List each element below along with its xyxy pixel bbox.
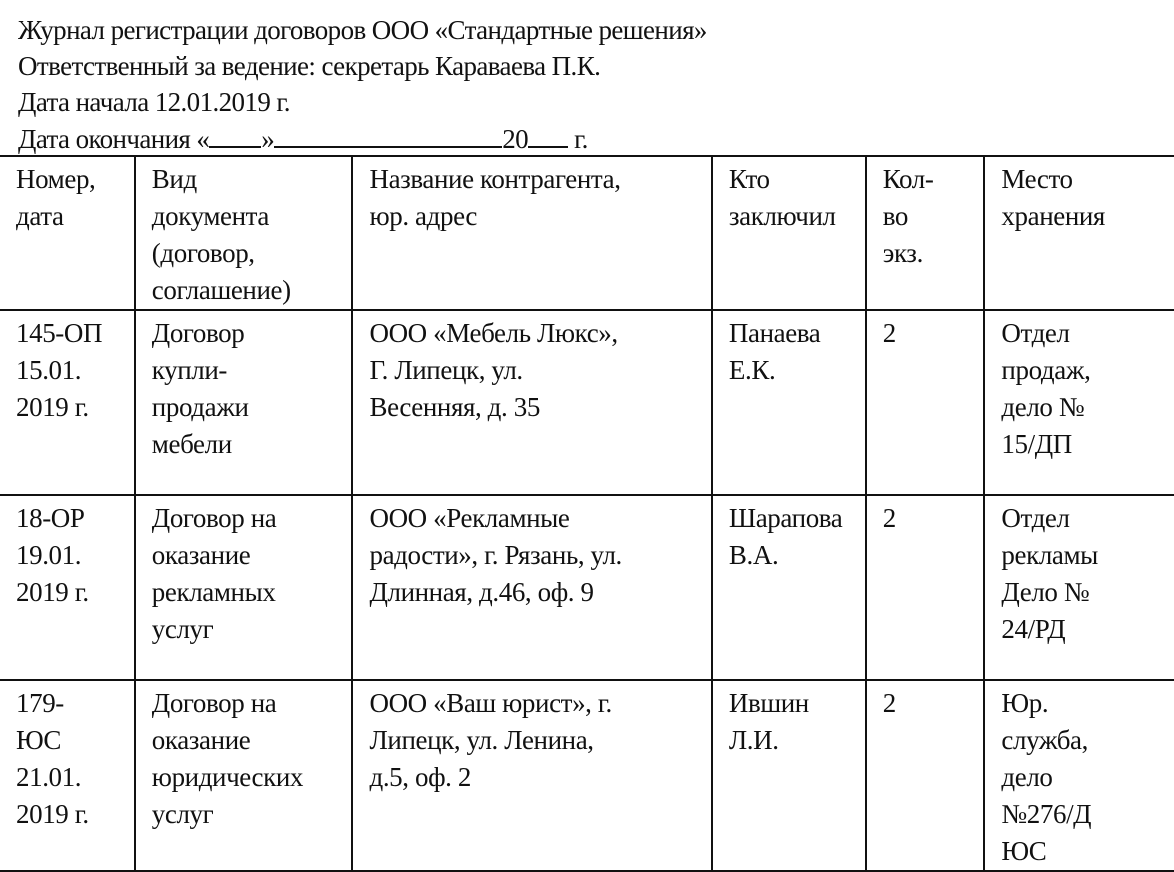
cell-copies [866, 310, 985, 495]
header-counterparty [352, 156, 711, 310]
cell-text-line: мебели [151, 429, 232, 459]
cell-counterparty [352, 310, 711, 495]
cell-text-line: купли- [151, 355, 227, 385]
header-doc-type [135, 156, 353, 310]
cell-doc-type [135, 310, 353, 495]
cell-text-line: ЮС [1001, 836, 1047, 866]
header-text-line: соглашение) [151, 275, 291, 305]
cell-text-line: ЮС [16, 725, 61, 755]
cell-signed-by [712, 495, 866, 680]
cell-signed-by [712, 310, 866, 495]
cell-text-line: 19.01. [16, 540, 82, 570]
cell-text-line: Г. Липецк, ул. [369, 355, 523, 385]
cell-counterparty [352, 680, 711, 871]
cell-number-date [0, 680, 135, 871]
journal-end-date [18, 120, 1158, 156]
cell-text-line: продаж, [1001, 355, 1091, 385]
table-body [0, 310, 1174, 871]
header-text-line: экз. [882, 238, 923, 268]
cell-text-line: №276/Д [1001, 799, 1092, 829]
header-text-line: дата [16, 201, 64, 231]
cell-storage [984, 495, 1174, 680]
header-number-date [0, 156, 135, 310]
header-copies [866, 156, 985, 310]
cell-text-line: продажи [151, 392, 249, 422]
cell-text-line: Отдел [1001, 503, 1070, 533]
cell-text-line: оказание [151, 725, 251, 755]
cell-text-line: 179- [16, 688, 64, 718]
cell-text-line: рекламных [151, 577, 276, 607]
journal-header [18, 12, 1158, 156]
header-text-line: хранения [1001, 201, 1105, 231]
cell-text-line: Весенняя, д. 35 [369, 392, 540, 422]
cell-counterparty [352, 495, 711, 680]
end-date-suffix: г. [568, 124, 588, 154]
cell-text-line: 21.01. [16, 762, 82, 792]
cell-text-line: 2 [882, 688, 896, 718]
cell-text-line: 2019 г. [16, 799, 89, 829]
cell-text-line: 24/РД [1001, 614, 1066, 644]
header-text-line: юр. адрес [369, 201, 477, 231]
header-text-line: Вид [151, 164, 197, 194]
cell-text-line: 2 [882, 318, 896, 348]
cell-text-line: Е.К. [728, 355, 776, 385]
header-text-line: во [882, 201, 909, 231]
cell-text-line: Длинная, д.46, оф. 9 [369, 577, 594, 607]
end-date-year-prefix: 20 [502, 124, 529, 154]
header-text-line: Название контрагента, [369, 164, 621, 194]
cell-copies [866, 495, 985, 680]
header-storage [984, 156, 1174, 310]
cell-text-line: ООО «Рекламные [369, 503, 570, 533]
header-signed-by [712, 156, 866, 310]
cell-text-line: дело [1001, 762, 1053, 792]
cell-text-line: Договор на [151, 503, 277, 533]
end-date-day-blank [209, 120, 261, 148]
cell-signed-by [712, 680, 866, 871]
header-text-line: Кто [728, 164, 770, 194]
cell-storage [984, 680, 1174, 871]
cell-text-line: 18-ОР [16, 503, 85, 533]
cell-text-line: юридических [151, 762, 303, 792]
cell-text-line: Л.И. [728, 725, 779, 755]
table-row [0, 495, 1174, 680]
cell-text-line: В.А. [728, 540, 779, 570]
end-date-close-quote: » [261, 124, 275, 154]
cell-text-line: услуг [151, 614, 214, 644]
cell-text-line: радости», г. Рязань, ул. [369, 540, 622, 570]
header-text-line: Номер, [16, 164, 96, 194]
table-row [0, 680, 1174, 871]
cell-number-date [0, 310, 135, 495]
cell-text-line: Панаева [728, 318, 821, 348]
cell-text-line: оказание [151, 540, 251, 570]
cell-storage [984, 310, 1174, 495]
header-text-line: документа [151, 201, 269, 231]
end-date-year-blank [528, 120, 568, 148]
cell-text-line: 2019 г. [16, 392, 89, 422]
cell-text-line: ООО «Мебель Люкс», [369, 318, 618, 348]
cell-text-line: Ившин [728, 688, 809, 718]
end-date-month-blank [274, 120, 502, 148]
journal-title: Журнал регистрации договоров ООО «Стандартные решения» [18, 15, 707, 45]
cell-text-line: услуг [151, 799, 214, 829]
cell-doc-type [135, 495, 353, 680]
cell-copies [866, 680, 985, 871]
table-header-row [0, 156, 1174, 310]
header-text-line: Место [1001, 164, 1073, 194]
end-date-prefix: Дата окончания « [18, 124, 210, 154]
cell-text-line: Дело № [1001, 577, 1090, 607]
cell-text-line: Юр. [1001, 688, 1049, 718]
cell-text-line: Липецк, ул. Ленина, [369, 725, 594, 755]
header-text-line: Кол- [882, 164, 934, 194]
cell-text-line: дело № [1001, 392, 1085, 422]
cell-text-line: Шарапова [728, 503, 843, 533]
cell-text-line: ООО «Ваш юрист», г. [369, 688, 612, 718]
cell-text-line: 2019 г. [16, 577, 89, 607]
cell-text-line: служба, [1001, 725, 1088, 755]
cell-text-line: рекламы [1001, 540, 1098, 570]
table-head [0, 156, 1174, 310]
cell-text-line: 145-ОП [16, 318, 103, 348]
header-text-line: (договор, [151, 238, 255, 268]
cell-text-line: Отдел [1001, 318, 1070, 348]
header-text-line: заключил [728, 201, 836, 231]
cell-text-line: Договор на [151, 688, 277, 718]
journal-responsible: Ответственный за ведение: секретарь Караваева П.К. [18, 51, 601, 81]
cell-text-line: 15/ДП [1001, 429, 1072, 459]
cell-number-date [0, 495, 135, 680]
contracts-table [0, 155, 1174, 872]
cell-text-line: 2 [882, 503, 896, 533]
cell-text-line: д.5, оф. 2 [369, 762, 471, 792]
table-row [0, 310, 1174, 495]
cell-doc-type [135, 680, 353, 871]
journal-start-date: Дата начала 12.01.2019 г. [18, 87, 290, 117]
cell-text-line: Договор [151, 318, 245, 348]
cell-text-line: 15.01. [16, 355, 82, 385]
